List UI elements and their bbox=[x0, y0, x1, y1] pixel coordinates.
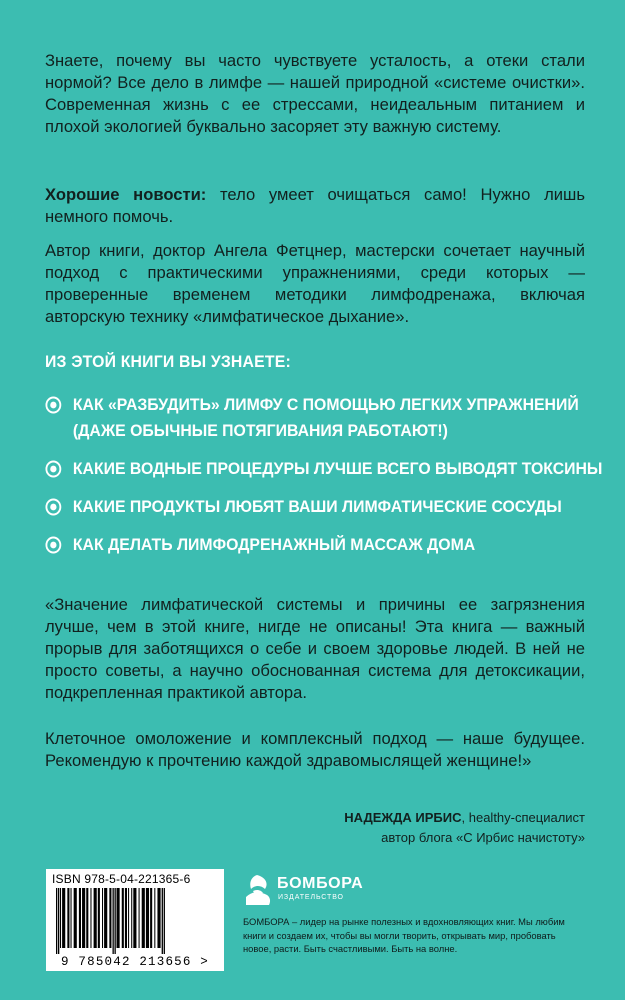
good-news-text: тело умеет очищаться само! Нужно лишь немного помочь. bbox=[45, 185, 585, 226]
good-news-label: Хорошие новости: bbox=[45, 185, 207, 204]
quote-paragraph-2: Клеточное омоложение и комплексный подход — наше будущее. Рекомендую к прочтению каждой здравомыслящей женщине!» bbox=[45, 729, 585, 770]
publisher-logo bbox=[243, 871, 383, 911]
target-circle-icon bbox=[45, 498, 62, 516]
quote-author bbox=[344, 808, 585, 848]
bombora-wave-icon bbox=[243, 873, 273, 907]
learn-item bbox=[45, 392, 625, 444]
publisher-name: БОМБОРА bbox=[277, 875, 364, 892]
learn-list bbox=[45, 392, 605, 570]
target-circle-icon bbox=[45, 396, 62, 414]
author-name: НАДЕЖДА ИРБИС bbox=[344, 810, 462, 825]
intro-paragraph-1: Знаете, почему вы часто чувствуете усталость, а отеки стали нормой? Все дело в лимфе — нашей природной «системе очистки». Современная жизнь с ее стрессами, неидеальным питанием и плохой экологией буквально засоряет эту важную систему. bbox=[45, 51, 585, 136]
barcode-icon bbox=[52, 888, 218, 954]
learn-item-line-1: КАК «РАЗБУДИТЬ» ЛИМФУ С ПОМОЩЬЮ ЛЕГКИХ УПРАЖНЕНИЙ bbox=[72, 395, 579, 414]
author-blog: автор блога «С Ирбис начистоту» bbox=[381, 830, 585, 845]
learn-item-line-2: (ДАЖЕ ОБЫЧНЫЕ ПОТЯГИВАНИЯ РАБОТАЮТ!) bbox=[72, 421, 448, 440]
author-role: , healthy-специалист bbox=[461, 810, 585, 825]
learn-item-line-1: КАКИЕ ПРОДУКТЫ ЛЮБЯТ ВАШИ ЛИМФАТИЧЕСКИЕ СОСУДЫ bbox=[72, 497, 562, 516]
intro-paragraph-3: Автор книги, доктор Ангела Фетцнер, мастерски сочетает научный подход с практическими упражнениями, среди которых — проверенные временем методики лимфодренажа, включая авторскую технику «лимфатическое дыхание». bbox=[45, 241, 585, 326]
learn-item bbox=[45, 532, 625, 558]
target-circle-icon bbox=[45, 536, 62, 554]
publisher-subtitle: ИЗДАТЕЛЬСТВО bbox=[278, 894, 344, 901]
learn-item bbox=[45, 494, 625, 520]
learn-heading: ИЗ ЭТОЙ КНИГИ ВЫ УЗНАЕТЕ: bbox=[45, 352, 291, 371]
learn-item bbox=[45, 456, 625, 482]
target-circle-icon bbox=[45, 460, 62, 478]
publisher-description: БОМБОРА – лидер на рынке полезных и вдохновляющих книг. Мы любим книги и создаем их, чтобы вы могли творить, открывать мир, пробовать новое, расти. Быть счастливыми. Быть на волне. bbox=[243, 916, 565, 954]
barcode-digits: 9 785042 213656 > bbox=[61, 955, 209, 969]
isbn-text: ISBN 978-5-04-221365-6 bbox=[52, 872, 191, 886]
learn-item-line-1: КАКИЕ ВОДНЫЕ ПРОЦЕДУРЫ ЛУЧШЕ ВСЕГО ВЫВОДЯТ ТОКСИНЫ bbox=[72, 459, 603, 478]
quote-paragraph-1: «Значение лимфатической системы и причины ее загрязнения лучше, чем в этой книге, нигде не описаны! Эта книга — важный прорыв для заботящихся о себе и своем здоровье людей. В ней не просто советы, а научно обоснованная система для детоксикации, подкрепленная практикой автора. bbox=[45, 595, 585, 702]
intro-paragraph-2 bbox=[45, 184, 585, 228]
learn-item-line-1: КАК ДЕЛАТЬ ЛИМФОДРЕНАЖНЫЙ МАССАЖ ДОМА bbox=[72, 535, 476, 554]
barcode-label bbox=[46, 869, 224, 971]
